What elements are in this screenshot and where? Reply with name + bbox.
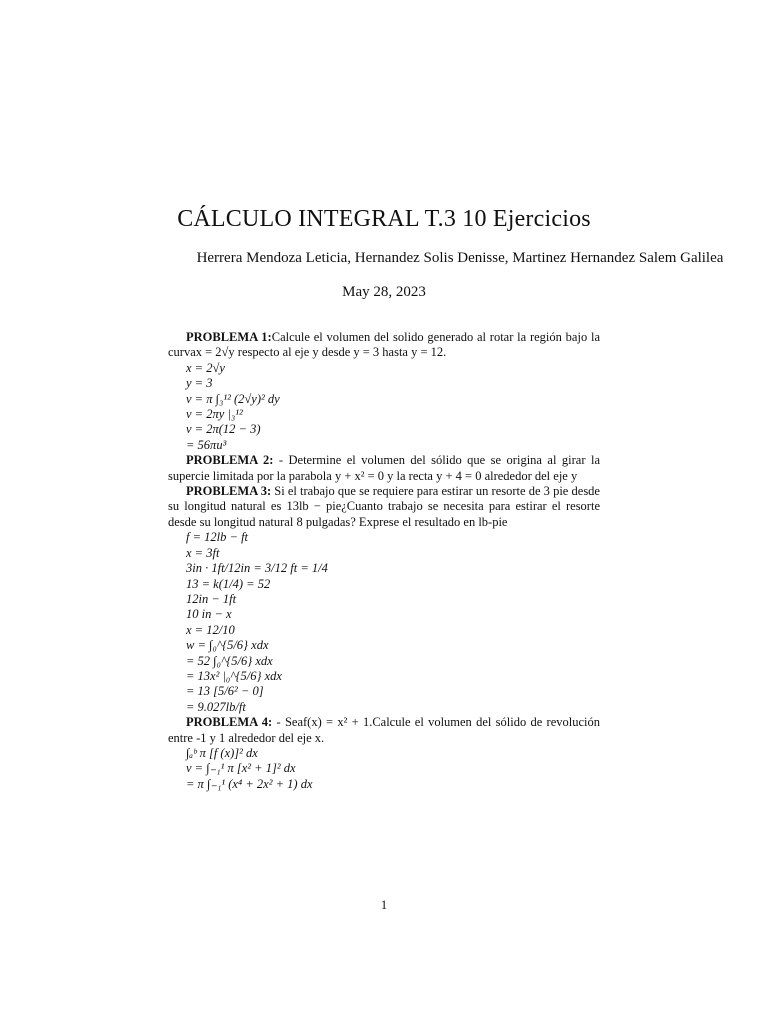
problem-1-step: x = 2√y: [186, 360, 225, 375]
problem-3-statement: [168, 484, 600, 530]
problem-4-step: ∫ₐᵇ π [f (x)]² dx: [186, 745, 258, 760]
problem-3-step: 10 in − x: [186, 607, 232, 622]
problem-3-step: x = 3ft: [186, 545, 220, 560]
problem-3-step: w = ∫₀^{5/6} xdx: [186, 638, 269, 653]
problem-3-step: f = 12lb − ft: [186, 530, 249, 545]
page-number: 1: [380, 898, 388, 912]
author-list: Herrera Mendoza Leticia, Hernandez Solis Denisse, Martinez Hernandez Salem Galilea: [196, 250, 724, 266]
problem-1-step: = 56πu³: [186, 437, 227, 452]
problem-2-label: PROBLEMA 2:: [186, 453, 274, 468]
problem-3-label: PROBLEMA 3:: [186, 484, 272, 499]
problem-4-label: PROBLEMA 4:: [186, 715, 273, 730]
document-title: CÁLCULO INTEGRAL T.3 10 Ejercicios: [177, 206, 591, 232]
problem-1-label: PROBLEMA 1:: [186, 330, 272, 344]
document-body: [168, 330, 600, 792]
problem-1-text: Calcule el volumen del solido generado al rotar la región bajo la curvax = 2√y respecto al eje y desde y = 3 hasta y = 12.: [168, 330, 600, 360]
problem-4-step: = π ∫₋₁¹ (x⁴ + 2x² + 1) dx: [186, 776, 313, 791]
problem-4-text: - Seaf(x) = x² + 1.Calcule el volumen del sólido de revolución entre -1 y 1 alrededor del eje x.: [168, 715, 600, 745]
problem-3-text: Si el trabajo que se requiere para estirar un resorte de 3 pie desde su longitud natural es 13lb − pie¿Cuanto trabajo se necesita para estirar el resorte desde su longitud natural 8 pulgadas? Exprese el resultado en lb-pie: [168, 484, 600, 529]
problem-1-step: v = 2πy |₃¹²: [186, 407, 243, 422]
problem-4-statement: [168, 715, 600, 746]
problem-3-step: 3in · 1ft/12in = 3/12 ft = 1/4: [186, 561, 328, 576]
problem-4-step: v = ∫₋₁¹ π [x² + 1]² dx: [186, 761, 296, 776]
problem-3-step: = 13x² |₀^{5/6} xdx: [186, 668, 282, 683]
problem-3-step: 12in − 1ft: [186, 591, 237, 606]
problem-3-step: 13 = k(1/4) = 52: [186, 576, 271, 591]
problem-1-step: v = 2π(12 − 3): [186, 422, 261, 437]
problem-3-step: = 9.027lb/ft: [186, 699, 246, 714]
problem-3-step: = 52 ∫₀^{5/6} xdx: [186, 653, 273, 668]
document-date: May 28, 2023: [342, 284, 426, 300]
problem-3-step: = 13 [5/6² − 0]: [186, 684, 264, 699]
problem-3-step: x = 12/10: [186, 622, 235, 637]
problem-2-text: - Determine el volumen del sólido que se origina al girar la supercie limitada por la parabola y + x² = 0 y la recta y + 4 = 0 alrededor del eje y: [168, 453, 600, 483]
problem-1-step: y = 3: [186, 376, 213, 391]
problem-1-statement: [168, 330, 600, 361]
problem-2-statement: [168, 453, 600, 484]
problem-1-step: v = π ∫₃¹² (2√y)² dy: [186, 391, 280, 406]
